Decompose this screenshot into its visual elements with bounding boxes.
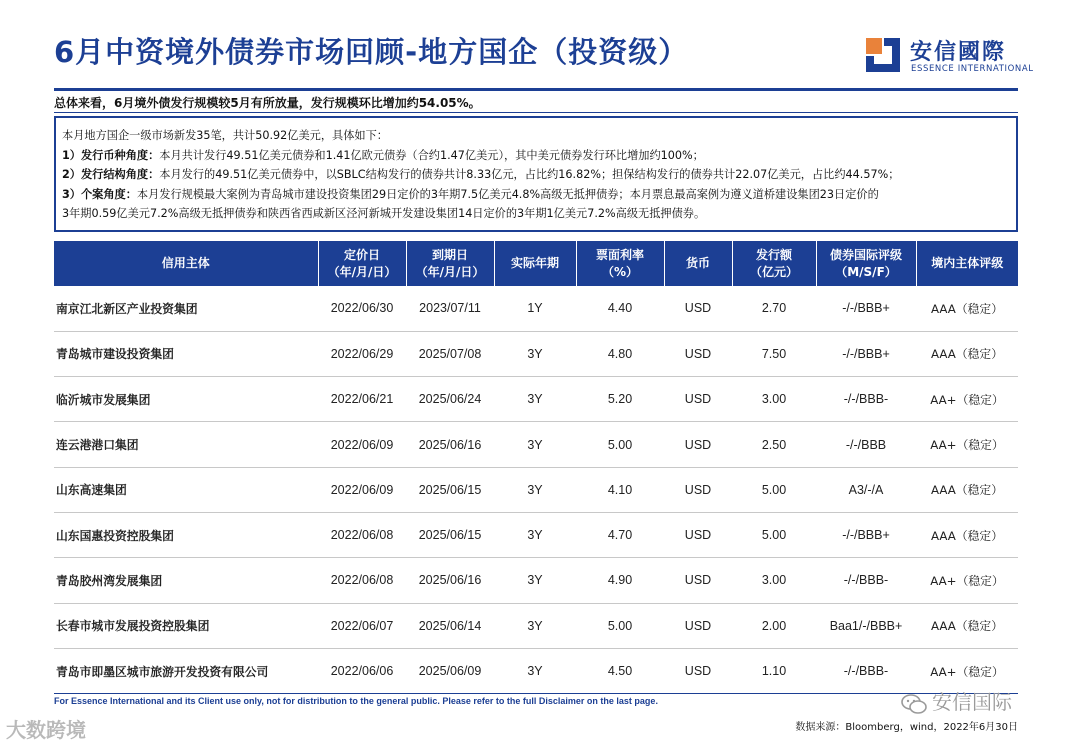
point-1-text: 本月共计发行49.51亿美元债券和1.41亿欧元债券（合约1.47亿美元），其中美元债券发行环比增加约100%；	[159, 148, 704, 162]
table-row	[54, 558, 1018, 603]
tenor-cell: 3Y	[494, 422, 576, 467]
table-row	[54, 331, 1018, 376]
pricing-date-cell: 2022/06/09	[318, 467, 406, 512]
issuer-cell: 青岛市即墨区城市旅游开发投资有限公司	[54, 648, 318, 693]
domestic-rating-cell: AAA（稳定）	[916, 512, 1018, 557]
overview-point-3-continued: 3年期0.59亿美元7.2%高级无抵押债券和陕西省西咸新区泾河新城开发建设集团14日定价的3年期1亿美元7.2%高级无抵押债券。	[62, 207, 706, 220]
domestic-rating-cell: AAA（稳定）	[916, 603, 1018, 648]
domestic-rating-cell: AA+（稳定）	[916, 648, 1018, 693]
amount-cell: 3.00	[732, 377, 816, 422]
pricing-date-cell: 2022/06/06	[318, 648, 406, 693]
coupon-cell: 5.00	[576, 603, 664, 648]
coupon-cell: 4.70	[576, 512, 664, 557]
brand-logo	[864, 36, 1034, 76]
currency-cell: USD	[664, 331, 732, 376]
table-row	[54, 512, 1018, 557]
issuer-cell: 连云港港口集团	[54, 422, 318, 467]
coupon-cell: 4.40	[576, 286, 664, 331]
table-row	[54, 377, 1018, 422]
currency-cell: USD	[664, 377, 732, 422]
maturity-date-cell: 2025/06/24	[406, 377, 494, 422]
currency-cell: USD	[664, 648, 732, 693]
tenor-cell: 3Y	[494, 603, 576, 648]
tenor-cell: 3Y	[494, 558, 576, 603]
domestic-rating-cell: AA+（稳定）	[916, 422, 1018, 467]
data-source-note: 数据来源：Bloomberg，wind，2022年6月30日	[795, 722, 1018, 733]
column-header: 债券国际评级 （M/S/F）	[816, 241, 916, 286]
tenor-cell: 3Y	[494, 377, 576, 422]
pricing-date-cell: 2022/06/07	[318, 603, 406, 648]
table-row	[54, 648, 1018, 693]
intl-rating-cell: -/-/BBB-	[816, 558, 916, 603]
tenor-cell: 3Y	[494, 648, 576, 693]
amount-cell: 1.10	[732, 648, 816, 693]
currency-cell: USD	[664, 558, 732, 603]
pricing-date-cell: 2022/06/21	[318, 377, 406, 422]
title-divider	[54, 88, 1018, 91]
currency-cell: USD	[664, 422, 732, 467]
maturity-date-cell: 2023/07/11	[406, 286, 494, 331]
table-row	[54, 467, 1018, 512]
wechat-icon	[900, 693, 928, 715]
coupon-cell: 5.00	[576, 422, 664, 467]
domestic-rating-cell: AAA（稳定）	[916, 331, 1018, 376]
column-header: 定价日 （年/月/日）	[318, 241, 406, 286]
watermark-right	[900, 686, 1012, 715]
bond-issuance-table	[54, 241, 1018, 694]
amount-cell: 2.50	[732, 422, 816, 467]
tenor-cell: 3Y	[494, 467, 576, 512]
currency-cell: USD	[664, 467, 732, 512]
issuer-cell: 青岛胶州湾发展集团	[54, 558, 318, 603]
disclaimer-text: For Essence International and its Client use only, not for distribution to the general public. Please refer to the full Disclaimer on the last page.	[54, 696, 658, 706]
column-header: 发行额 （亿元）	[732, 241, 816, 286]
intl-rating-cell: -/-/BBB+	[816, 331, 916, 376]
currency-cell: USD	[664, 286, 732, 331]
amount-cell: 3.00	[732, 558, 816, 603]
intl-rating-cell: -/-/BBB-	[816, 377, 916, 422]
point-3-text: 本月发行规模最大案例为青岛城市建设投资集团29日定价的3年期7.5亿美元4.8%高级无抵押债券；本月票息最高案例为遵义道桥建设集团23日定价的	[136, 187, 879, 201]
overview-intro: 本月地方国企一级市场新发35笔，共计50.92亿美元，具体如下：	[62, 129, 388, 142]
currency-cell: USD	[664, 512, 732, 557]
issuer-cell: 长春市城市发展投资控股集团	[54, 603, 318, 648]
maturity-date-cell: 2025/06/15	[406, 467, 494, 512]
intl-rating-cell: -/-/BBB+	[816, 512, 916, 557]
pricing-date-cell: 2022/06/30	[318, 286, 406, 331]
coupon-cell: 4.90	[576, 558, 664, 603]
coupon-cell: 4.10	[576, 467, 664, 512]
watermark-right-text: 安信国际	[932, 690, 1012, 714]
table-row	[54, 286, 1018, 331]
logo-mark-icon	[864, 36, 902, 74]
coupon-cell: 5.20	[576, 377, 664, 422]
domestic-rating-cell: AA+（稳定）	[916, 377, 1018, 422]
maturity-date-cell: 2025/06/16	[406, 422, 494, 467]
table-header-row	[54, 241, 1018, 286]
tenor-cell: 3Y	[494, 512, 576, 557]
column-header: 实际年期	[494, 241, 576, 286]
tenor-cell: 1Y	[494, 286, 576, 331]
logo-chinese-text: 安信國際	[910, 40, 1007, 65]
amount-cell: 7.50	[732, 331, 816, 376]
intl-rating-cell: -/-/BBB-	[816, 648, 916, 693]
point-2-heading: 2）发行结构角度：	[62, 168, 160, 181]
overview-box	[54, 116, 1018, 232]
amount-cell: 2.70	[732, 286, 816, 331]
table-row	[54, 422, 1018, 467]
issuer-cell: 临沂城市发展集团	[54, 377, 318, 422]
issuer-cell: 南京江北新区产业投资集团	[54, 286, 318, 331]
column-header: 境内主体评级	[916, 241, 1018, 286]
amount-cell: 5.00	[732, 512, 816, 557]
summary-divider	[54, 112, 1018, 113]
column-header: 信用主体	[54, 241, 318, 286]
page-title: 6月中资境外债券市场回顾-地方国企（投资级）	[54, 35, 689, 69]
overview-point-1	[62, 146, 1012, 166]
amount-cell: 2.00	[732, 603, 816, 648]
intl-rating-cell: -/-/BBB+	[816, 286, 916, 331]
maturity-date-cell: 2025/07/08	[406, 331, 494, 376]
coupon-cell: 4.50	[576, 648, 664, 693]
point-2-text: 本月发行的49.51亿美元债券中，以SBLC结构发行的债券共计8.33亿元，占比约16.82%；担保结构发行的债券共计22.07亿美元，占比约44.57%；	[159, 168, 900, 181]
intl-rating-cell: -/-/BBB	[816, 422, 916, 467]
domestic-rating-cell: AA+（稳定）	[916, 558, 1018, 603]
point-3-heading: 3）个案角度：	[62, 187, 137, 201]
issuer-cell: 青岛城市建设投资集团	[54, 331, 318, 376]
column-header: 货币	[664, 241, 732, 286]
pricing-date-cell: 2022/06/08	[318, 558, 406, 603]
logo-english-text: ESSENCE INTERNATIONAL	[911, 64, 1034, 74]
issuer-cell: 山东高速集团	[54, 467, 318, 512]
domestic-rating-cell: AAA（稳定）	[916, 286, 1018, 331]
maturity-date-cell: 2025/06/15	[406, 512, 494, 557]
currency-cell: USD	[664, 603, 732, 648]
column-header: 票面利率 （%）	[576, 241, 664, 286]
pricing-date-cell: 2022/06/08	[318, 512, 406, 557]
overview-point-3	[62, 185, 1012, 205]
table-row	[54, 603, 1018, 648]
maturity-date-cell: 2025/06/09	[406, 648, 494, 693]
summary-line: 总体来看，6月境外债发行规模较5月有所放量，发行规模环比增加约54.05%。	[54, 96, 481, 110]
watermark-left: 大数跨境	[6, 718, 86, 742]
issuer-cell: 山东国惠投资控股集团	[54, 512, 318, 557]
intl-rating-cell: A3/-/A	[816, 467, 916, 512]
coupon-cell: 4.80	[576, 331, 664, 376]
intl-rating-cell: Baa1/-/BBB+	[816, 603, 916, 648]
pricing-date-cell: 2022/06/29	[318, 331, 406, 376]
column-header: 到期日 （年/月/日）	[406, 241, 494, 286]
overview-point-2	[62, 165, 1012, 185]
maturity-date-cell: 2025/06/14	[406, 603, 494, 648]
maturity-date-cell: 2025/06/16	[406, 558, 494, 603]
amount-cell: 5.00	[732, 467, 816, 512]
pricing-date-cell: 2022/06/09	[318, 422, 406, 467]
tenor-cell: 3Y	[494, 331, 576, 376]
domestic-rating-cell: AAA（稳定）	[916, 467, 1018, 512]
point-1-heading: 1）发行币种角度：	[62, 148, 160, 162]
